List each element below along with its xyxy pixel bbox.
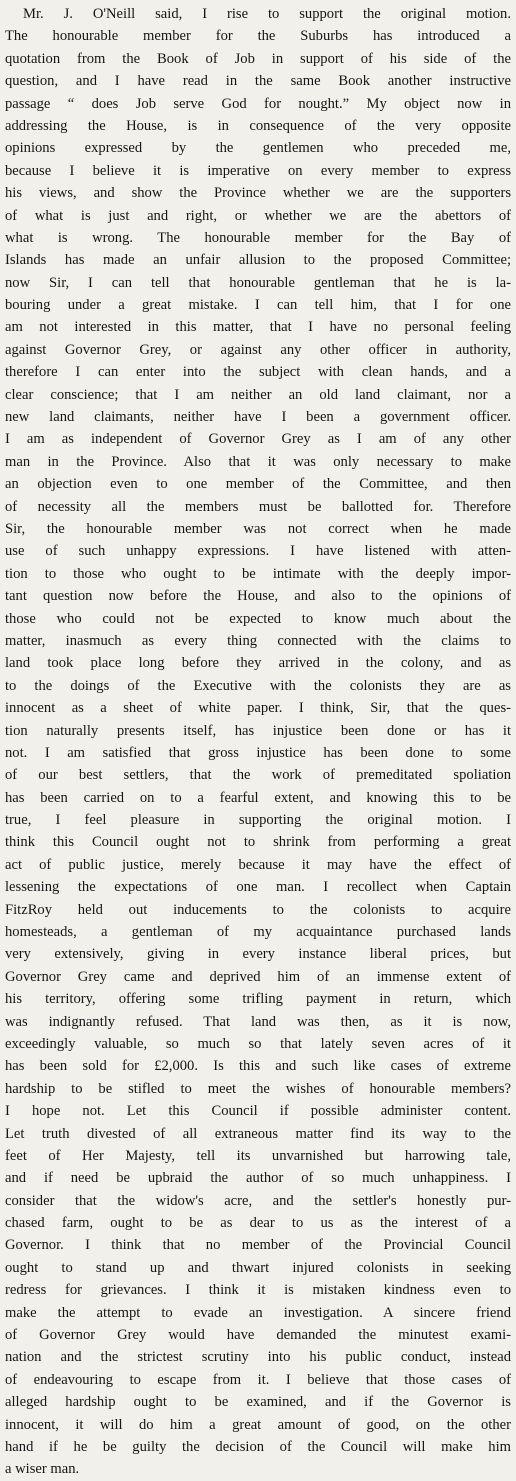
text-line: of our best settlers, that the work of premeditated spoliation — [5, 767, 511, 784]
text-line: has been sold for £2,000. Is this and such like cases of extreme — [5, 1058, 511, 1075]
text-line: very extensively, giving in every instance liberal prices, but — [5, 946, 511, 963]
text-line: a wiser man. — [5, 1461, 80, 1478]
text-line: man in the Province. Also that it was only necessary to make — [5, 453, 511, 470]
text-line: and if need be upbraid the author of so much unhappiness. I — [5, 1170, 511, 1187]
text-line: innocent, it will do him a great amount of good, on the other — [5, 1416, 511, 1433]
text-line: therefore I can enter into the subject with clean hands, and a — [5, 364, 511, 381]
text-line: bouring under a great mistake. I can tell him, that I for one — [5, 297, 511, 314]
text-line: Governor. I think that no member of the Provincial Council — [5, 1237, 511, 1254]
text-line: tion naturally presents itself, has injustice been done or has it — [5, 722, 511, 739]
text-line: true, I feel pleasure in supporting the original motion. I — [5, 812, 511, 829]
text-line: was indignantly refused. That land was then, as it is now, — [5, 1013, 511, 1030]
text-line: nation and the strictest scrutiny into his public conduct, instead — [5, 1349, 511, 1366]
text-line: exceedingly valuable, so much so that lately seven acres of it — [5, 1035, 511, 1052]
text-line: chased farm, ought to be as dear to us as the interest of a — [5, 1215, 511, 1232]
text-line: land took place long before they arrived in the colony, and as — [5, 655, 511, 672]
text-line: I am as independent of Governor Grey as I am of any other — [5, 431, 511, 448]
text-line: to the doings of the Executive with the colonists they are as — [5, 677, 511, 694]
text-line: an objection even to one member of the Committee, and then — [5, 476, 511, 493]
text-line: use of such unhappy expressions. I have listened with atten- — [5, 543, 511, 560]
text-line: alleged hardship ought to be examined, and if the Governor is — [5, 1394, 511, 1411]
text-line: question, and I have read in the same Book another instructive — [5, 73, 511, 90]
text-line: Mr. J. O'Neill said, I rise to support the original motion. — [23, 6, 511, 22]
text-line: The honourable member for the Suburbs has introduced a — [5, 28, 511, 45]
text-line: I hope not. Let this Council if possible administer content. — [5, 1103, 511, 1120]
text-line: new land claimants, neither have I been a government officer. — [5, 409, 511, 426]
text-line: hand if he be guilty the decision of the Council will make him — [5, 1439, 511, 1455]
text-line: think this Council ought not to shrink from performing a great — [5, 834, 511, 851]
text-line: clear conscience; that I am neither an old land claimant, nor a — [5, 386, 511, 403]
text-line: Islands has made an unfair allusion to the proposed Committee; — [5, 252, 511, 269]
text-line: matter, inasmuch as every thing connected with the claims to — [5, 632, 511, 649]
text-line: am not interested in this matter, that I have no personal feeling — [5, 319, 511, 336]
text-line: FitzRoy held out inducements to the colonists to acquire — [5, 901, 511, 918]
text-line: not. I am satisfied that gross injustice has been done to some — [5, 744, 511, 761]
text-line: opinions expressed by the gentlemen who preceded me, — [5, 140, 511, 157]
text-line: his views, and show the Province whether we are the supporters — [5, 185, 511, 202]
text-line: ought to stand up and thwart injured colonists in seeking — [5, 1259, 511, 1276]
text-line: consider that the widow's acre, and the settler's honestly pur- — [5, 1192, 511, 1209]
text-line: act of public justice, merely because it may have the effect of — [5, 856, 511, 873]
text-line: Governor Grey came and deprived him of an immense extent of — [5, 968, 511, 985]
text-line: those who could not be expected to know much about the — [5, 610, 511, 627]
text-line: tant question now before the House, and also to the opinions of — [5, 588, 511, 605]
text-line: of necessity all the members must be ballotted for. Therefore — [5, 498, 511, 515]
text-line: addressing the House, is in consequence of the very opposite — [5, 117, 511, 134]
text-line: make the attempt to evade an investigation. A sincere friend — [5, 1304, 511, 1321]
text-line: of what is just and right, or whether we are the abettors of — [5, 207, 511, 224]
text-line: hardship to be stifled to meet the wishes of honourable members? — [5, 1080, 511, 1097]
text-line: homesteads, a gentleman of my acquaintance purchased lands — [5, 924, 511, 941]
text-line: of Governor Grey would have demanded the minutest exami- — [5, 1327, 511, 1344]
text-line: feet of Her Majesty, tell its unvarnished but harrowing tale, — [5, 1147, 511, 1164]
text-line: his territory, offering some trifling payment in return, which — [5, 991, 511, 1008]
text-line: because I believe it is imperative on every member to express — [5, 162, 511, 179]
text-line: quotation from the Book of Job in support of his side of the — [5, 50, 511, 67]
text-line: what is wrong. The honourable member for the Bay of — [5, 229, 511, 246]
text-line: passage “ does Job serve God for nought.” My object now in — [5, 95, 511, 112]
text-line: Sir, the honourable member was not correct when he made — [5, 520, 511, 537]
text-line: Let truth divested of all extraneous matter find its way to the — [5, 1125, 511, 1142]
text-line: now Sir, I can tell that honourable gentleman that he is la- — [5, 274, 511, 291]
text-line: has been carried on to a fearful extent, and knowing this to be — [5, 789, 511, 806]
text-line: redress for grievances. I think it is mistaken kindness even to — [5, 1282, 511, 1299]
text-line: against Governor Grey, or against any other officer in authority, — [5, 341, 511, 358]
text-line: tion to those who ought to be intimate with the deeply impor- — [5, 565, 511, 582]
text-line: innocent as a sheet of white paper. I think, Sir, that the ques- — [5, 700, 511, 717]
text-line: of endeavouring to escape from it. I believe that those cases of — [5, 1371, 511, 1388]
text-line: lessening the expectations of one man. I recollect when Captain — [5, 879, 511, 896]
